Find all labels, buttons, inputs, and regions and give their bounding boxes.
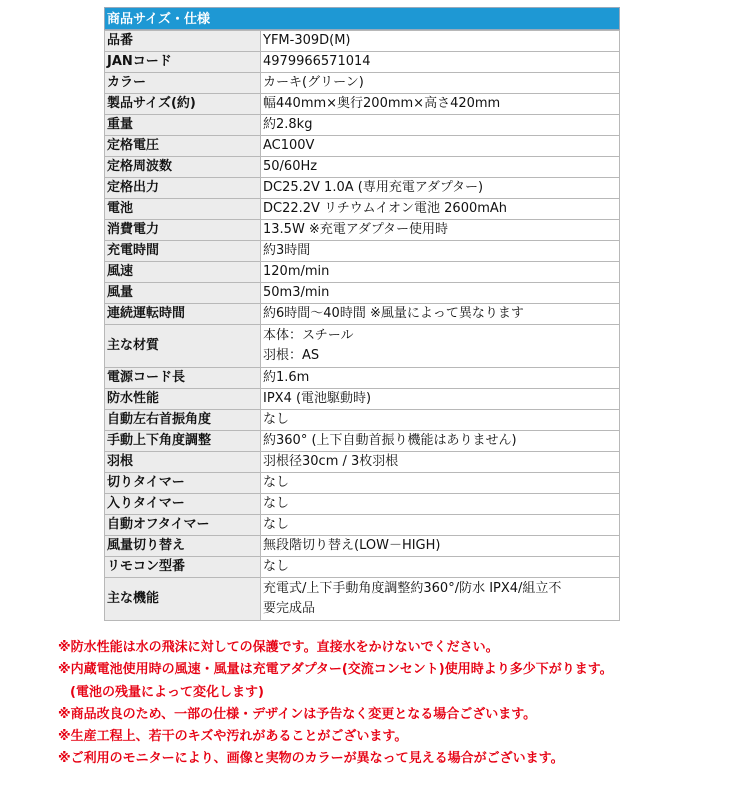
spec-row (105, 578, 620, 621)
spec-row (105, 452, 620, 473)
spec-row (105, 368, 620, 389)
spec-label: 主な機能 (105, 578, 261, 621)
spec-value: 約360° (上下自動首振り機能はありません) (261, 431, 620, 452)
spec-value-line: 要完成品 (263, 601, 316, 616)
spec-row (105, 557, 620, 578)
spec-value: なし (261, 494, 620, 515)
spec-value: 13.5W ※充電アダプター使用時 (261, 220, 620, 241)
spec-label: 風速 (105, 262, 261, 283)
spec-label: 消費電力 (105, 220, 261, 241)
spec-label: 定格電圧 (105, 136, 261, 157)
spec-value: 50/60Hz (261, 157, 620, 178)
spec-row (105, 473, 620, 494)
spec-row (105, 178, 620, 199)
spec-value-line: 充電式/上下手動角度調整約360°/防水 IPX4/組立不 (263, 581, 562, 596)
spec-label: 電源コード長 (105, 368, 261, 389)
spec-label: 充電時間 (105, 241, 261, 262)
spec-section (104, 7, 620, 621)
spec-row (105, 241, 620, 262)
spec-label: カラー (105, 73, 261, 94)
spec-row (105, 31, 620, 52)
spec-label: 連続運転時間 (105, 304, 261, 325)
spec-row (105, 73, 620, 94)
spec-row (105, 52, 620, 73)
spec-label: 風量切り替え (105, 536, 261, 557)
spec-row (105, 536, 620, 557)
spec-value (261, 578, 620, 621)
spec-value: カーキ(グリーン) (261, 73, 620, 94)
note-spec-change: ※商品改良のため、一部の仕様・デザインは予告なく変更となる場合ございます。 (58, 706, 537, 722)
spec-table (104, 30, 620, 621)
spec-value: 4979966571014 (261, 52, 620, 73)
spec-row (105, 304, 620, 325)
spec-label: 入りタイマー (105, 494, 261, 515)
spec-value: 約6時間〜40時間 ※風量によって異なります (261, 304, 620, 325)
spec-value: なし (261, 473, 620, 494)
notes-list (58, 637, 718, 771)
spec-value: YFM-309D(M) (261, 31, 620, 52)
spec-row (105, 389, 620, 410)
spec-label: リモコン型番 (105, 557, 261, 578)
spec-label: 切りタイマー (105, 473, 261, 494)
spec-row (105, 325, 620, 368)
spec-label: 手動上下角度調整 (105, 431, 261, 452)
spec-row (105, 157, 620, 178)
spec-value: 幅440mm×奥行200mm×高さ420mm (261, 94, 620, 115)
spec-label: 電池 (105, 199, 261, 220)
spec-label: JANコード (105, 52, 261, 73)
spec-value: 約2.8kg (261, 115, 620, 136)
spec-title: 商品サイズ・仕様 (104, 7, 620, 30)
spec-row (105, 94, 620, 115)
spec-value: AC100V (261, 136, 620, 157)
spec-value: なし (261, 515, 620, 536)
spec-row (105, 136, 620, 157)
note-battery-remaining: (電池の残量によって変化します) (70, 684, 264, 700)
spec-row (105, 220, 620, 241)
spec-row (105, 115, 620, 136)
spec-label: 自動オフタイマー (105, 515, 261, 536)
note-battery-airflow: ※内蔵電池使用時の風速・風量は充電アダプター(交流コンセント)使用時より多少下がります。 (58, 662, 613, 678)
spec-value: なし (261, 410, 620, 431)
spec-value: 羽根径30cm / 3枚羽根 (261, 452, 620, 473)
spec-label: 定格出力 (105, 178, 261, 199)
spec-label: 製品サイズ(約) (105, 94, 261, 115)
spec-row (105, 515, 620, 536)
spec-row (105, 410, 620, 431)
spec-value (261, 325, 620, 368)
spec-label: 定格周波数 (105, 157, 261, 178)
spec-label: 品番 (105, 31, 261, 52)
spec-row (105, 262, 620, 283)
spec-value: 50m3/min (261, 283, 620, 304)
note-waterproof: ※防水性能は水の飛沫に対しての保護です。直接水をかけないでください。 (58, 640, 499, 655)
spec-row (105, 199, 620, 220)
spec-label: 自動左右首振角度 (105, 410, 261, 431)
spec-row (105, 283, 620, 304)
spec-value: 無段階切り替え(LOW－HIGH) (261, 536, 620, 557)
spec-value: 120m/min (261, 262, 620, 283)
spec-value: DC22.2V リチウムイオン電池 2600mAh (261, 199, 620, 220)
spec-label: 風量 (105, 283, 261, 304)
note-monitor-color: ※ご利用のモニターにより、画像と実物のカラーが異なって見える場合がございます。 (58, 751, 564, 767)
note-scratches: ※生産工程上、若干のキズや汚れがあることがございます。 (58, 729, 408, 745)
spec-value: DC25.2V 1.0A (専用充電アダプター) (261, 178, 620, 199)
spec-row (105, 494, 620, 515)
spec-label: 羽根 (105, 452, 261, 473)
spec-value: 約1.6m (261, 368, 620, 389)
spec-value: 約3時間 (261, 241, 620, 262)
spec-value-line: 本体：スチール (263, 328, 354, 343)
spec-row (105, 431, 620, 452)
spec-value-line: 羽根：AS (263, 348, 320, 363)
spec-value: IPX4 (電池駆動時) (261, 389, 620, 410)
spec-label: 重量 (105, 115, 261, 136)
spec-label: 防水性能 (105, 389, 261, 410)
spec-label: 主な材質 (105, 325, 261, 368)
spec-value: なし (261, 557, 620, 578)
